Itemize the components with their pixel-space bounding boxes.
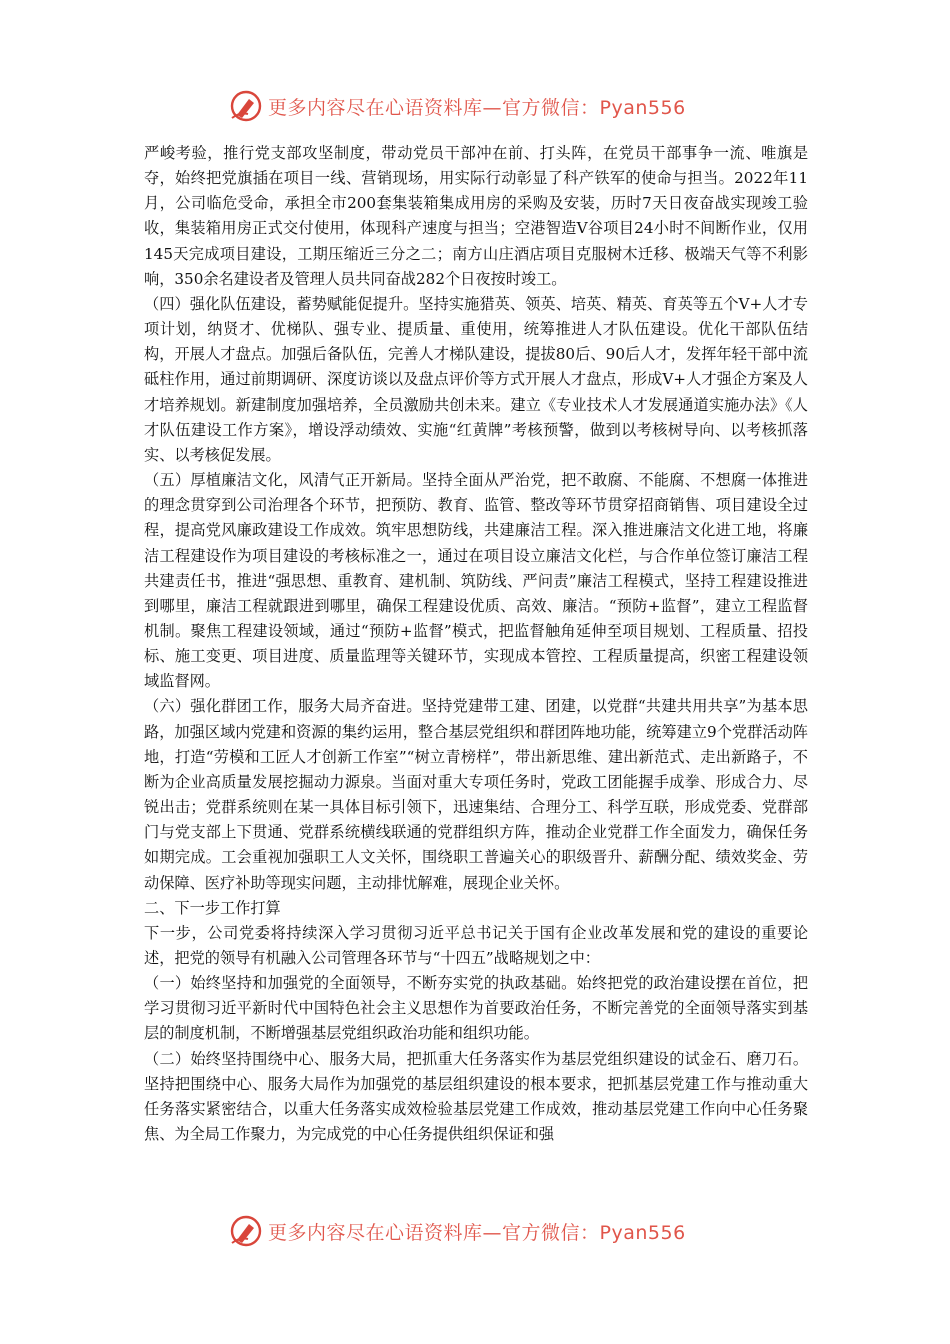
pen-nib-logo-icon: [228, 88, 264, 124]
paragraph: （二）始终坚持围绕中心、服务大局，把抓重大任务落实作为基层党组织建设的试金石、磨刀石。坚持把围绕中心、服务大局作为加强党的基层组织建设的根本要求，把抓基层党建工作与推动重大任务落实紧密结合，以重大任务落实成效检验基层党建工作成效，推动基层党建工作向中心任务聚焦、为全局工作聚力，为完成党的中心任务提供组织保证和强: [144, 1049, 808, 1144]
document-body: [144, 141, 808, 1147]
watermark-text: 更多内容尽在心语资料库—官方微信：Pyan556: [268, 1221, 686, 1244]
section-heading: 二、下一步工作打算: [144, 898, 281, 917]
watermark-text: 更多内容尽在心语资料库—官方微信：Pyan556: [268, 96, 686, 119]
paragraph: （六）强化群团工作，服务大局齐奋进。坚持党建带工建、团建，以党群“共建共用共享”为基本思路，加强区域内党建和资源的集约运用，整合基层党组织和群团阵地功能，统筹建立9个党群活动阵地，打造“劳模和工匠人才创新工作室”“树立青榜样”，带出新思维、建出新范式、走出新路子，不断为企业高质量发展挖掘动力源泉。当面对重大专项任务时，党政工团能握手成拳、形成合力、尽锐出击；党群系统则在某一具体目标引领下，迅速集结、合理分工、科学互联，形成党委、党群部门与党支部上下贯通、党群系统横线联通的党群组织方阵，推动企业党群工作全面发力，确保任务如期完成。工会重视加强职工人文关怀，围绕职工普遍关心的职级晋升、薪酬分配、绩效奖金、劳动保障、医疗补助等现实问题，主动排忧解难，展现企业关怀。: [144, 697, 808, 892]
paragraph: 下一步，公司党委将持续深入学习贯彻习近平总书记关于国有企业改革发展和党的建设的重要论述，把党的领导有机融入公司管理各环节与“十四五”战略规划之中：: [144, 923, 808, 967]
pen-nib-logo-icon: [228, 1213, 264, 1249]
watermark-header: [228, 86, 748, 126]
watermark-footer: [228, 1211, 748, 1251]
paragraph: 严峻考验，推行党支部攻坚制度，带动党员干部冲在前、打头阵，在党员干部事争一流、唯旗是夺，始终把党旗插在项目一线、营销现场，用实际行动彰显了科产铁军的使命与担当。2022年11月，公司临危受命，承担全市200套集装箱集成用房的采购及安装，历时7天日夜奋战实现竣工验收，集装箱用房正式交付使用，体现科产速度与担当；空港智造V谷项目24小时不间断作业，仅用145天完成项目建设，工期压缩近三分之二；南方山庄酒店项目克服树木迁移、极端天气等不利影响，350余名建设者及管理人员共同奋战282个日夜按时竣工。: [144, 144, 808, 288]
paragraph: （四）强化队伍建设，蓄势赋能促提升。坚持实施猎英、领英、培英、精英、育英等五个V+人才专项计划，纳贤才、优梯队、强专业、提质量、重使用，统筹推进人才队伍建设。优化干部队伍结构，开展人才盘点。加强后备队伍，完善人才梯队建设，提拔80后、90后人才，发挥年轻干部中流砥柱作用，通过前期调研、深度访谈以及盘点评价等方式开展人才盘点，形成V+人才强企方案及人才培养规划。新建制度加强培养，全员激励共创未来。建立《专业技术人才发展通道实施办法》《人才队伍建设工作方案》，增设浮动绩效、实施“红黄牌”考核预警，做到以考核树导向、以考核抓落实、以考核促发展。: [144, 294, 808, 464]
paragraph: （五）厚植廉洁文化，风清气正开新局。坚持全面从严治党，把不敢腐、不能腐、不想腐一体推进的理念贯穿到公司治理各个环节，把预防、教育、监管、整改等环节贯穿招商销售、项目建设全过程，提高党风廉政建设工作成效。筑牢思想防线，共建廉洁工程。深入推进廉洁文化进工地，将廉洁工程建设作为项目建设的考核标准之一，通过在项目设立廉洁文化栏，与合作单位签订廉洁工程共建责任书，推进“强思想、重教育、建机制、筑防线、严问责”廉洁工程模式，坚持工程建设推进到哪里，廉洁工程就跟进到哪里，确保工程建设优质、高效、廉洁。“预防+监督”，建立工程监督机制。聚焦工程建设领域，通过“预防+监督”模式，把监督触角延伸至项目规划、工程质量、招投标、施工变更、项目进度、质量监理等关键环节，实现成本管控、工程质量提高，织密工程建设领域监督网。: [144, 471, 808, 691]
paragraph: （一）始终坚持和加强党的全面领导，不断夯实党的执政基础。始终把党的政治建设摆在首位，把学习贯彻习近平新时代中国特色社会主义思想作为首要政治任务，不断完善党的全面领导落实到基层的制度机制，不断增强基层党组织政治功能和组织功能。: [144, 974, 808, 1043]
